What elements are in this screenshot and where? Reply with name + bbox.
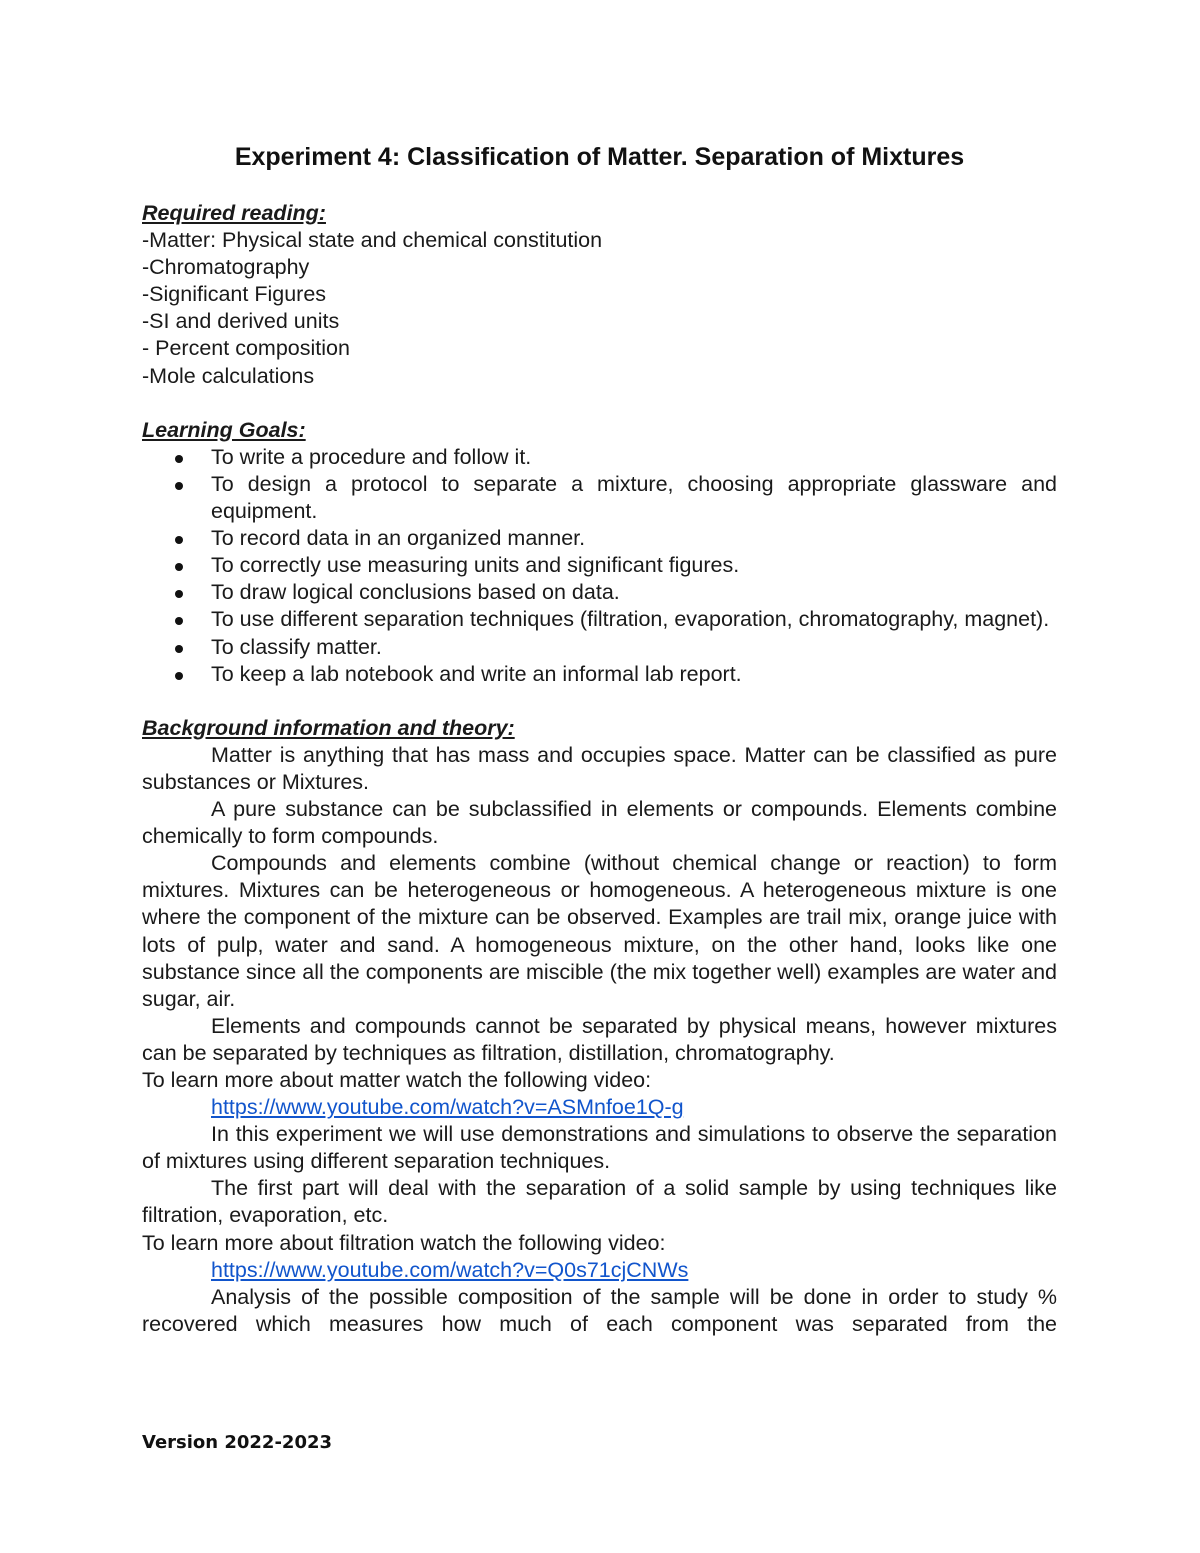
- background-paragraph: Analysis of the possible composition of the sample will be done in order to study % recovered which measures how much of each component was separated from the: [142, 1284, 1057, 1336]
- learning-goal-text: To write a procedure and follow it.: [211, 444, 532, 469]
- learning-goals-heading: Learning Goals:: [142, 417, 306, 442]
- video-link-line: [142, 1257, 1057, 1284]
- background-paragraph: Compounds and elements combine (without chemical change or reaction) to form mixtures. Mixtures can be heterogeneous or homogeneous. A heterogeneous mixture is one where the component of the mixture can be observed. Examples are trail mix, orange juice with lots of pulp, water and sand. A homogeneous mixture, on the other hand, looks like one substance since all the components are miscible (the mix together well) examples are water and sugar, air.: [142, 851, 1057, 1011]
- background-paragraph: The first part will deal with the separation of a solid sample by using techniques like filtration, evaporation, etc.: [142, 1176, 1057, 1228]
- required-reading-item: -Chromatography: [142, 255, 310, 280]
- learning-goal-item: [142, 661, 1057, 688]
- spacer: [142, 390, 1057, 417]
- bullet-icon: [175, 645, 183, 653]
- learning-goal-text: To record data in an organized manner.: [211, 526, 586, 551]
- video-link-line: [142, 1094, 1057, 1121]
- bullet-icon: [175, 536, 183, 544]
- learning-goal-item: [142, 471, 1057, 525]
- bullet-icon: [175, 617, 183, 625]
- version-footer: Version 2022-2023: [142, 1432, 333, 1453]
- document-title: Experiment 4: Classification of Matter. Separation of Mixtures: [234, 143, 965, 171]
- learning-goal-text: To keep a lab notebook and write an informal lab report.: [211, 661, 742, 686]
- bullet-icon: [175, 455, 183, 463]
- background-paragraph: Matter is anything that has mass and occupies space. Matter can be classified as pure substances or Mixtures.: [142, 742, 1057, 794]
- background-paragraph: A pure substance can be subclassified in elements or compounds. Elements combine chemically to form compounds.: [142, 797, 1057, 849]
- required-reading-heading: Required reading:: [142, 201, 326, 225]
- learning-goal-item: [142, 525, 1057, 552]
- learning-goals-list: [142, 444, 1057, 688]
- bullet-icon: [175, 482, 183, 490]
- required-reading-list: [142, 227, 1057, 390]
- bullet-icon: [175, 590, 183, 598]
- learning-goal-text: To design a protocol to separate a mixture, choosing appropriate glassware and equipment.: [211, 471, 1057, 524]
- learning-goal-text: To use different separation techniques (filtration, evaporation, chromatography, magnet).: [211, 607, 1050, 632]
- learning-goal-item: [142, 552, 1057, 579]
- required-reading-item: -Mole calculations: [142, 363, 315, 388]
- video-intro-matter: To learn more about matter watch the following video:: [142, 1068, 652, 1092]
- background-heading: Background information and theory:: [142, 715, 515, 740]
- learning-goal-text: To classify matter.: [211, 634, 382, 659]
- document-body: [142, 140, 1057, 1338]
- required-reading-item: - Percent composition: [142, 336, 350, 361]
- learning-goal-item: [142, 634, 1057, 661]
- required-reading-item: -SI and derived units: [142, 309, 340, 334]
- learning-goal-text: To correctly use measuring units and significant figures.: [211, 553, 740, 578]
- required-reading-item: -Significant Figures: [142, 282, 327, 307]
- filtration-video-link[interactable]: https://www.youtube.com/watch?v=Q0s71cjCNWs: [211, 1257, 689, 1282]
- bullet-icon: [175, 563, 183, 571]
- required-reading-item: -Matter: Physical state and chemical constitution: [142, 228, 603, 253]
- background-paragraph: In this experiment we will use demonstrations and simulations to observe the separation of mixtures using different separation techniques.: [142, 1122, 1057, 1174]
- video-intro-filtration: To learn more about filtration watch the following video:: [142, 1230, 666, 1255]
- learning-goal-text: To draw logical conclusions based on data.: [211, 580, 620, 605]
- learning-goal-item: [142, 606, 1057, 633]
- matter-video-link[interactable]: https://www.youtube.com/watch?v=ASMnfoe1Q-g: [211, 1095, 684, 1120]
- background-paragraph: Elements and compounds cannot be separated by physical means, however mixtures can be separated by techniques as filtration, distillation, chromatography.: [142, 1013, 1057, 1065]
- learning-goal-item: [142, 444, 1057, 471]
- learning-goal-item: [142, 579, 1057, 606]
- spacer: [142, 688, 1057, 715]
- bullet-icon: [175, 672, 183, 680]
